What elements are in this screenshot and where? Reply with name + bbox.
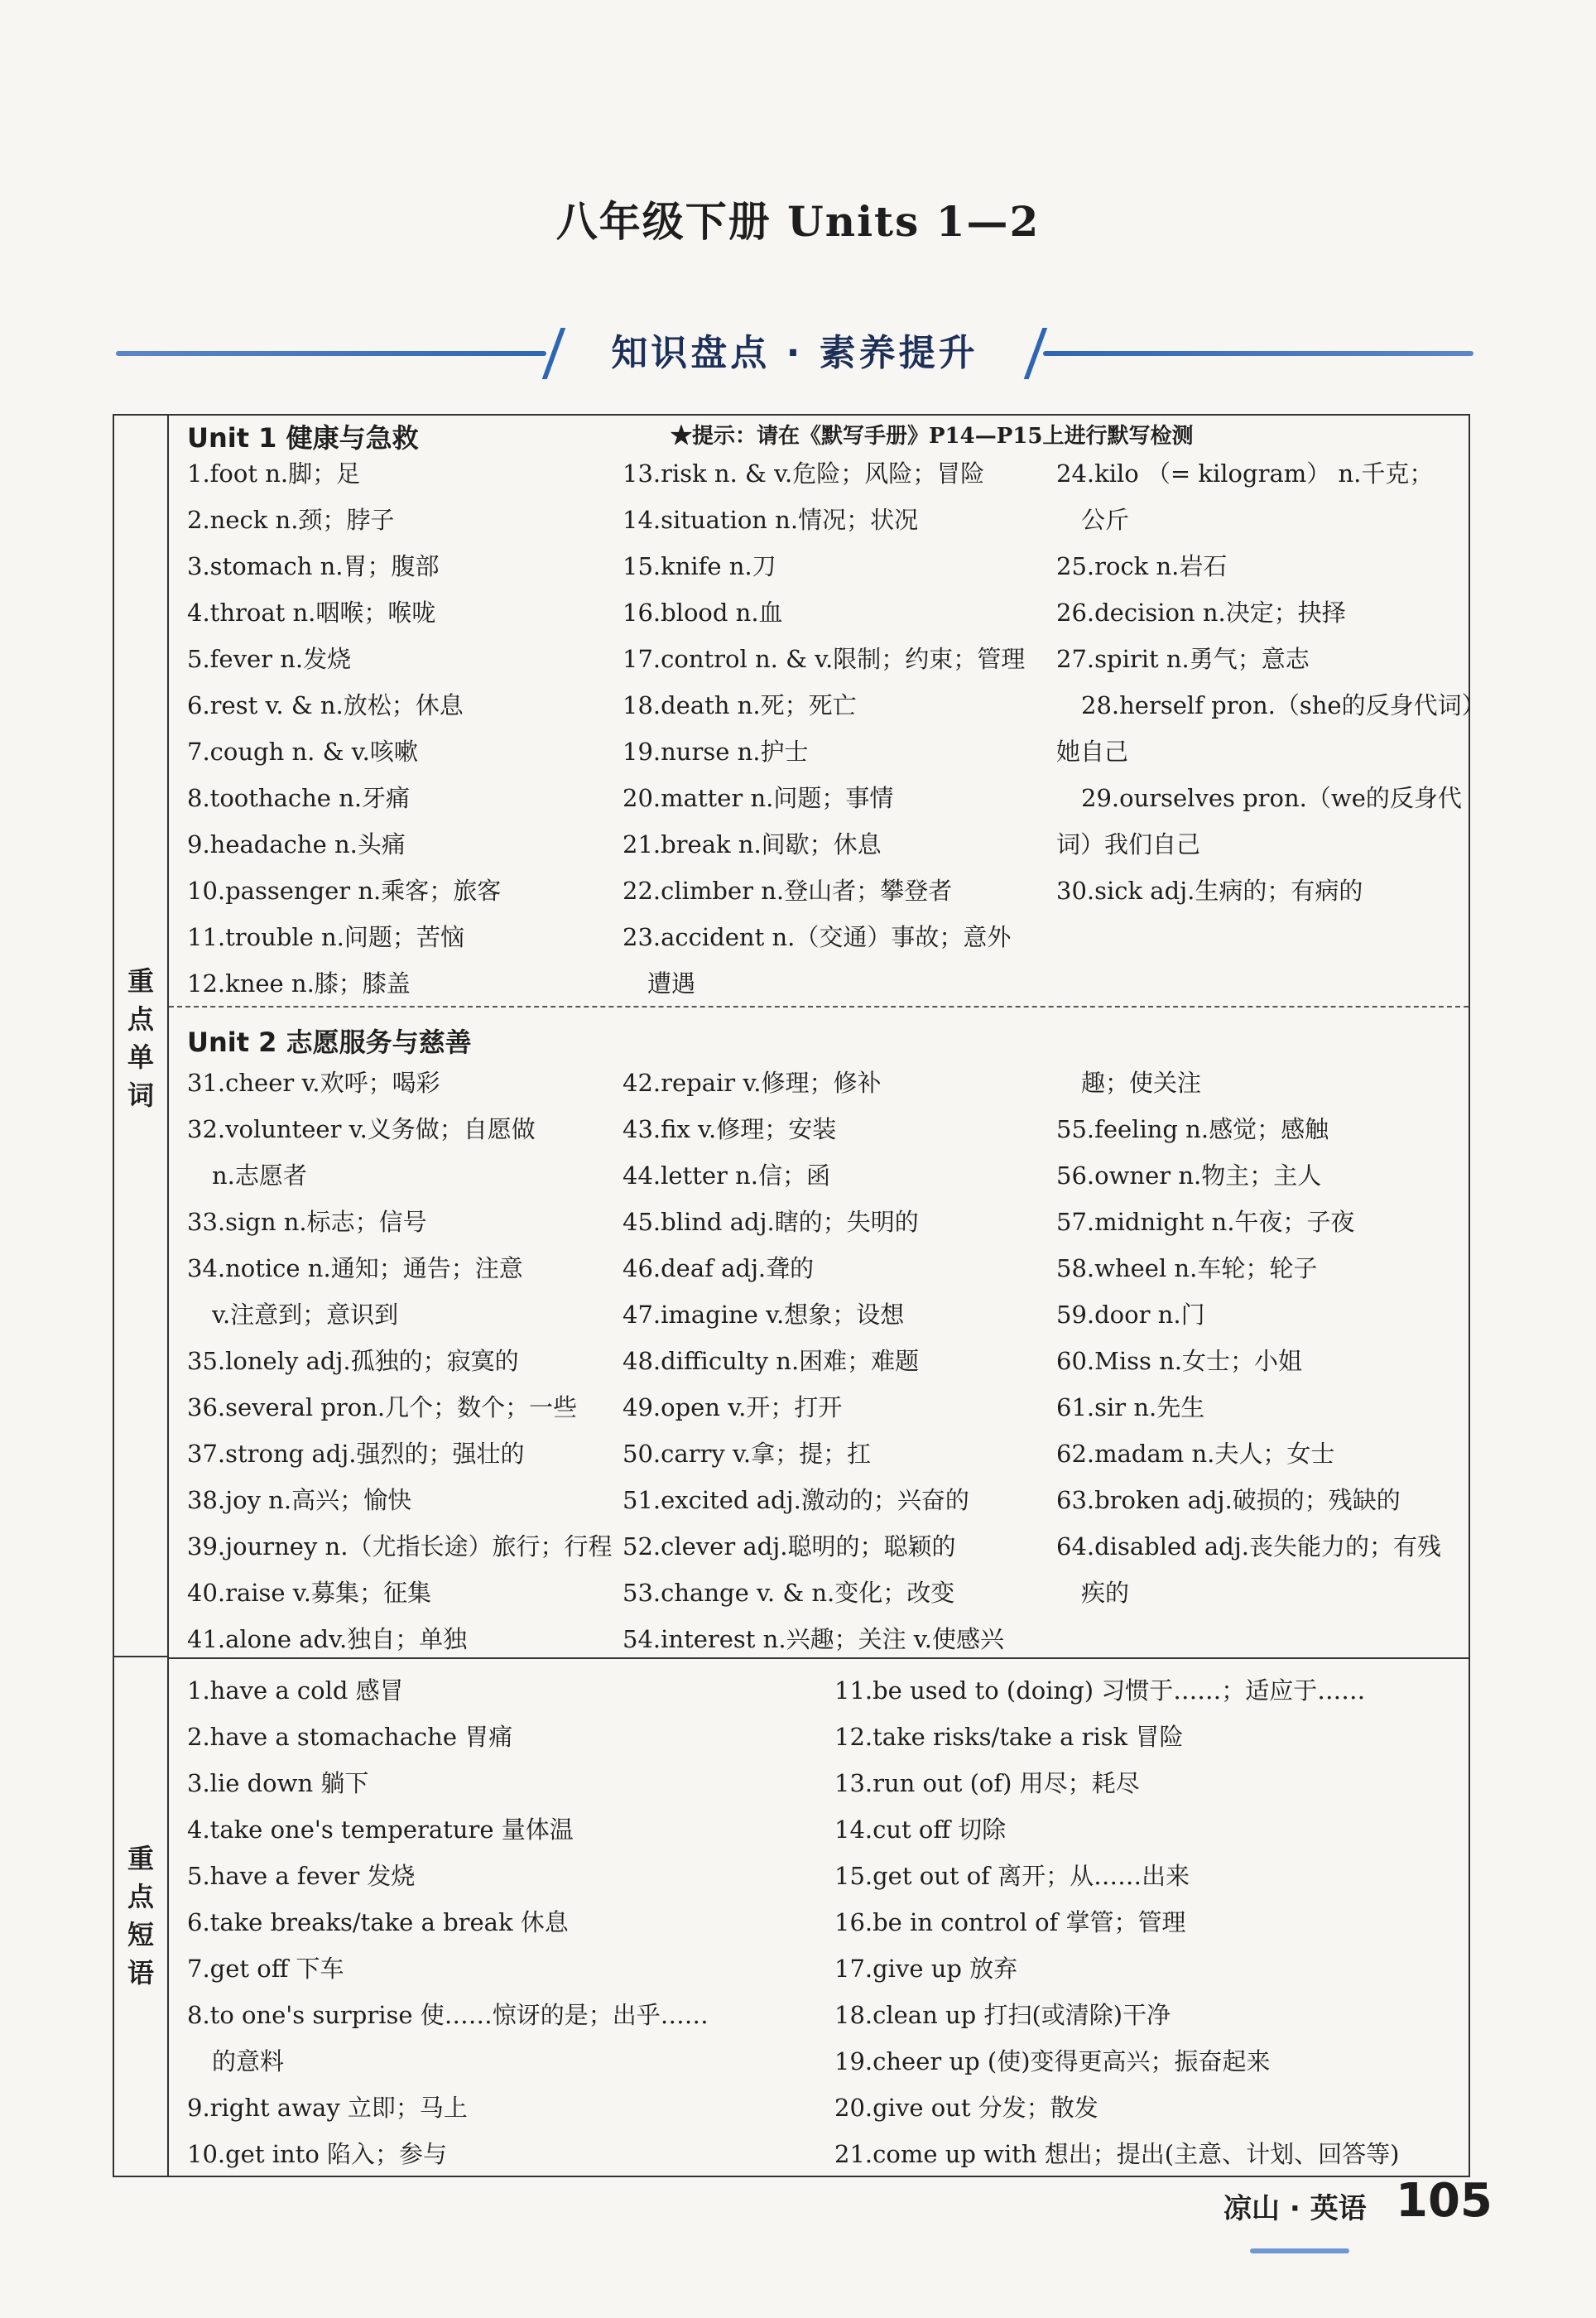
list-item: 3.stomach n.胃；腹部 [187, 552, 440, 580]
list-item: 4.throat n.咽喉；喉咙 [187, 599, 436, 627]
list-item: 62.madam n.夫人；女士 [1056, 1440, 1335, 1468]
list-item: 疾的 [1081, 1579, 1130, 1607]
section-banner [116, 323, 1473, 384]
list-item: 30.sick adj.生病的；有病的 [1056, 877, 1363, 905]
list-item: 61.sir n.先生 [1056, 1393, 1205, 1421]
unit2-col2 [623, 1060, 1004, 1662]
list-item: 39.journey n.（尤指长途）旅行；行程 [187, 1532, 613, 1561]
list-item: 54.interest n.兴趣；关注 v.使感兴 [623, 1625, 1004, 1653]
list-item: 1.foot n.脚；足 [187, 459, 361, 488]
list-item: 50.carry v.拿；提；扛 [623, 1440, 872, 1468]
list-item: 11.trouble n.问题；苦恼 [187, 923, 464, 951]
list-item: 14.situation n.情况；状况 [623, 506, 919, 534]
unit1-col2 [623, 450, 1025, 1007]
unit2-col3 [1056, 1060, 1441, 1616]
list-item: 公斤 [1081, 506, 1130, 534]
list-item: 46.deaf adj.聋的 [623, 1254, 815, 1282]
list-item: 22.climber n.登山者；攀登者 [623, 877, 953, 905]
page-title: 八年级下册 Units 1—2 [555, 197, 1041, 246]
list-item: 1.have a cold 感冒 [187, 1676, 404, 1705]
list-item: 3.lie down 躺下 [187, 1769, 369, 1797]
list-item: v.注意到；意识到 [212, 1301, 399, 1329]
list-item: 58.wheel n.车轮；轮子 [1056, 1254, 1318, 1282]
list-item: 42.repair v.修理；修补 [623, 1069, 882, 1097]
list-item: 21.break n.间歇；休息 [623, 830, 882, 858]
unit1-col3 [1056, 450, 1486, 914]
page-number: 105 [1396, 2174, 1493, 2228]
list-item: 4.take one's temperature 量体温 [187, 1815, 574, 1844]
list-item: 7.cough n. & v.咳嗽 [187, 738, 418, 766]
list-item: 64.disabled adj.丧失能力的；有残 [1056, 1532, 1441, 1561]
unit1-heading: Unit 1 健康与急救 [187, 422, 419, 454]
banner-title: 知识盘点 · 素养提升 [611, 332, 978, 374]
words-section-label-cell [114, 416, 169, 1657]
list-item: 24.kilo （= kilogram） n.千克； [1056, 459, 1434, 488]
list-item: 35.lonely adj.孤独的；寂寞的 [187, 1347, 519, 1375]
list-item: 51.excited adj.激动的；兴奋的 [623, 1486, 969, 1514]
footer-accent-bar [1250, 2248, 1349, 2253]
list-item: n.志愿者 [212, 1161, 307, 1190]
phrases-section-label: 重点短语 [127, 1843, 154, 1989]
list-item: 2.have a stomachache 胃痛 [187, 1723, 513, 1751]
list-item: 56.owner n.物主；主人 [1056, 1161, 1322, 1190]
list-item: 27.spirit n.勇气；意志 [1056, 645, 1310, 673]
list-item: 28.herself pron.（she的反身代词） [1081, 691, 1486, 719]
list-item: 38.joy n.高兴；愉快 [187, 1486, 412, 1514]
list-item: 10.get into 陷入；参与 [187, 2140, 448, 2168]
unit1-col1 [187, 450, 501, 1007]
list-item: 31.cheer v.欢呼；喝彩 [187, 1069, 440, 1097]
banner-line-left [116, 351, 546, 356]
list-item: 59.door n.门 [1056, 1301, 1205, 1329]
list-item: 20.matter n.问题；事情 [623, 784, 894, 812]
list-item: 的意料 [212, 2047, 285, 2075]
list-item: 43.fix v.修理；安装 [623, 1115, 837, 1143]
list-item: 13.run out (of) 用尽；耗尽 [834, 1769, 1140, 1797]
words-section-label: 重点单词 [127, 965, 154, 1111]
list-item: 12.take risks/take a risk 冒险 [834, 1723, 1184, 1751]
list-item: 18.death n.死；死亡 [623, 691, 857, 719]
list-item: 7.get off 下车 [187, 1955, 344, 1983]
list-item: 41.alone adv.独自；单独 [187, 1625, 468, 1653]
list-item: 15.knife n.刀 [623, 552, 776, 580]
list-item: 13.risk n. & v.危险；风险；冒险 [623, 459, 985, 488]
list-item: 44.letter n.信；函 [623, 1161, 831, 1190]
list-item: 15.get out of 离开；从……出来 [834, 1862, 1190, 1890]
banner-line-right [1043, 351, 1473, 356]
list-item: 9.right away 立即；马上 [187, 2094, 468, 2122]
list-item: 5.have a fever 发烧 [187, 1862, 416, 1890]
list-item: 词）我们自己 [1056, 830, 1201, 858]
list-item: 20.give out 分发；散发 [834, 2094, 1098, 2122]
list-item: 17.give up 放弃 [834, 1955, 1018, 1983]
list-item: 36.several pron.几个；数个；一些 [187, 1393, 578, 1421]
footer-region-label: 凉山 · 英语 [1223, 2192, 1367, 2225]
list-item: 10.passenger n.乘客；旅客 [187, 877, 502, 905]
list-item: 6.take breaks/take a break 休息 [187, 1908, 569, 1936]
unit2-heading: Unit 2 志愿服务与慈善 [187, 1027, 472, 1058]
list-item: 5.fever n.发烧 [187, 645, 352, 673]
vocabulary-table [113, 414, 1486, 2177]
phrases-section-label-cell [114, 1657, 169, 2176]
list-item: 11.be used to (doing) 习惯于……；适应于…… [834, 1676, 1366, 1705]
list-item: 53.change v. & n.变化；改变 [623, 1579, 955, 1607]
list-item: 29.ourselves pron.（we的反身代 [1081, 784, 1462, 812]
list-item: 19.nurse n.护士 [623, 738, 809, 766]
list-item: 47.imagine v.想象；设想 [623, 1301, 905, 1329]
list-item: 34.notice n.通知；通告；注意 [187, 1254, 523, 1282]
list-item: 6.rest v. & n.放松；休息 [187, 691, 464, 719]
list-item: 趣；使关注 [1081, 1069, 1202, 1097]
list-item: 18.clean up 打扫(或清除)干净 [834, 2001, 1171, 2029]
list-item: 63.broken adj.破损的；残缺的 [1056, 1486, 1401, 1514]
list-item: 49.open v.开；打开 [623, 1393, 843, 1421]
list-item: 48.difficulty n.困难；难题 [623, 1347, 920, 1375]
list-item: 她自己 [1056, 738, 1129, 766]
list-item: 12.knee n.膝；膝盖 [187, 969, 411, 998]
list-item: 8.to one's surprise 使……惊讶的是；出乎…… [187, 2001, 709, 2029]
list-item: 23.accident n.（交通）事故；意外 [623, 923, 1012, 951]
list-item: 33.sign n.标志；信号 [187, 1208, 427, 1236]
list-item: 14.cut off 切除 [834, 1815, 1007, 1844]
list-item: 25.rock n.岩石 [1056, 552, 1228, 580]
list-item: 57.midnight n.午夜；子夜 [1056, 1208, 1355, 1236]
list-item: 55.feeling n.感觉；感触 [1056, 1115, 1329, 1143]
list-item: 2.neck n.颈；脖子 [187, 506, 395, 534]
phrases-col1 [187, 1667, 709, 2177]
list-item: 8.toothache n.牙痛 [187, 784, 411, 812]
list-item: 40.raise v.募集；征集 [187, 1579, 431, 1607]
list-item: 60.Miss n.女士；小姐 [1056, 1347, 1302, 1375]
phrases-col2 [834, 1667, 1399, 2177]
list-item: 52.clever adj.聪明的；聪颖的 [623, 1532, 956, 1561]
list-item: 45.blind adj.瞎的；失明的 [623, 1208, 919, 1236]
list-item: 16.be in control of 掌管；管理 [834, 1908, 1186, 1936]
dictation-hint: ★提示：请在《默写手册》P14—P15上进行默写检测 [671, 424, 1194, 449]
list-item: 32.volunteer v.义务做；自愿做 [187, 1115, 536, 1143]
list-item: 19.cheer up (使)变得更高兴；振奋起来 [834, 2047, 1271, 2075]
list-item: 9.headache n.头痛 [187, 830, 406, 858]
list-item: 遭遇 [647, 969, 696, 998]
list-item: 16.blood n.血 [623, 599, 783, 627]
list-item: 26.decision n.决定；抉择 [1056, 599, 1346, 627]
unit2-col1 [187, 1060, 612, 1662]
list-item: 21.come up with 想出；提出(主意、计划、回答等) [834, 2140, 1400, 2168]
list-item: 17.control n. & v.限制；约束；管理 [623, 645, 1026, 673]
list-item: 37.strong adj.强烈的；强壮的 [187, 1440, 525, 1468]
